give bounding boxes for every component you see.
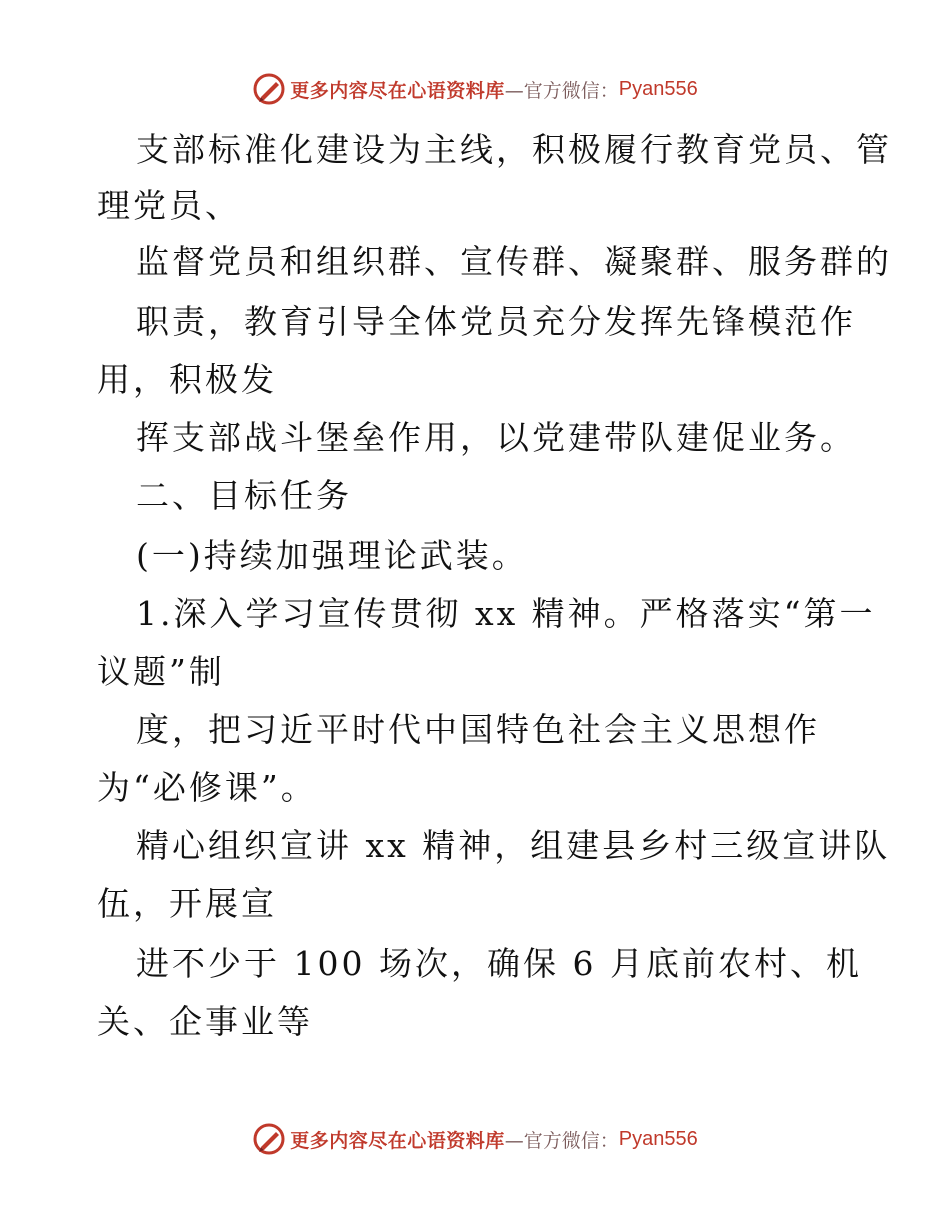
header-watermark (0, 72, 950, 106)
text-line: 精心组织宣讲 xx 精神，组建县乡村三级宣讲队 (136, 826, 891, 865)
text-line: 支部标准化建设为主线，积极履行教育党员、管 (136, 130, 892, 169)
pen-logo-icon (252, 1122, 286, 1156)
text-line: 1.深入学习宣传贯彻 xx 精神。严格落实“第一 (136, 594, 876, 633)
footer-watermark (0, 1122, 950, 1156)
pen-logo-icon (252, 72, 286, 106)
text-line: 监督党员和组织群、宣传群、凝聚群、服务群的 (136, 242, 892, 281)
watermark-separator: —官方微信： (504, 79, 619, 102)
watermark-separator: —官方微信： (504, 1129, 619, 1152)
text-line: 职责，教育引导全体党员充分发挥先锋模范作 (136, 302, 856, 341)
text-line: 伍，开展宣 (97, 884, 277, 923)
text-line: 挥支部战斗堡垒作用，以党建带队建促业务。 (136, 418, 856, 457)
watermark-wechat-id: Pyan556 (618, 1127, 698, 1150)
text-line: 议题”制 (97, 652, 225, 691)
text-line: 为“必修课”。 (97, 768, 317, 807)
text-line: 理党员、 (97, 186, 241, 225)
section-heading: 二、目标任务 (136, 476, 352, 515)
text-line: 度，把习近平时代中国特色社会主义思想作 (136, 710, 820, 749)
text-line: 进不少于 100 场次，确保 6 月底前农村、机 (136, 944, 862, 983)
watermark-wechat-id: Pyan556 (618, 77, 698, 100)
watermark-text: 更多内容尽在心语资料库 (290, 1129, 505, 1152)
watermark-text: 更多内容尽在心语资料库 (290, 79, 505, 102)
text-line: 用，积极发 (97, 360, 277, 399)
subsection-heading: (一)持续加强理论武装。 (136, 536, 528, 575)
text-line: 关、企事业等 (97, 1002, 313, 1041)
